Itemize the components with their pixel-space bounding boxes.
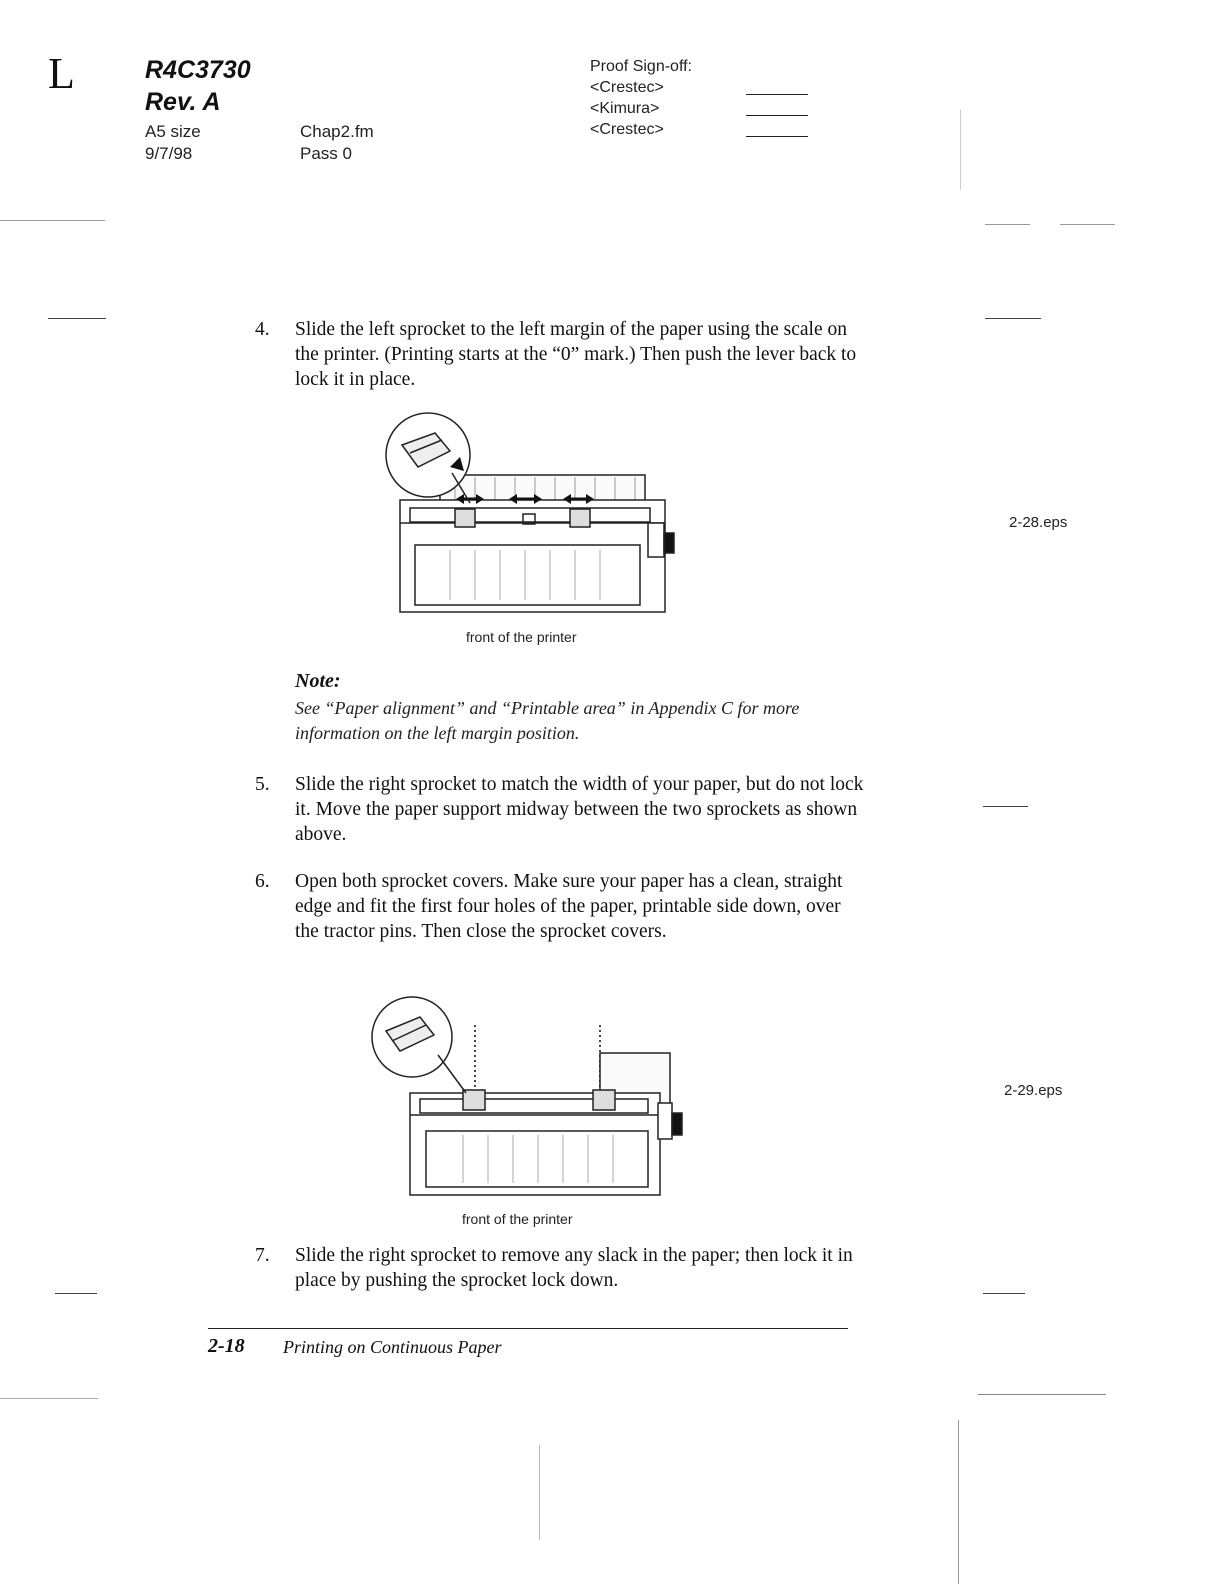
doc-code: R4C3730 [145,56,251,84]
step-number: 7. [255,1245,270,1266]
crop-mark [55,1293,97,1294]
corner-mark: L [48,49,75,98]
step-number: 6. [255,871,270,892]
note-text: See “Paper alignment” and “Printable area” in Appendix C for more information on the left margin position. [295,698,800,743]
paper-size: A5 size [145,122,201,141]
revision: Rev. A [145,88,221,116]
step-text: Slide the right sprocket to match the width of your paper, but do not lock it. Move the paper support midway between the two sprockets as shown above. [295,774,864,845]
proof-signoff [590,56,692,140]
crop-mark [539,1445,540,1540]
figure-caption: front of the printer [462,1211,573,1227]
figure-caption: front of the printer [466,629,577,645]
signature-line [746,115,808,116]
signoff-line: <Kimura> [590,100,660,117]
crop-mark [983,1293,1025,1294]
doc-date: 9/7/98 [145,144,193,163]
step-7 [255,1243,865,1293]
step-text: Open both sprocket covers. Make sure your paper has a clean, straight edge and fit the first four holes of the paper, printable side down, over the tractor pins. Then close the sprocket covers. [295,871,843,942]
step-number: 5. [255,774,270,795]
note-title: Note: [295,670,341,692]
signature-line [746,136,808,137]
chapter-title: Printing on Continuous Paper [283,1337,502,1357]
crop-mark [985,318,1041,319]
figure-file-label: 2-28.eps [1009,514,1068,531]
signoff-line: <Crestec> [590,79,664,96]
figure-file-label: 2-29.eps [1004,1082,1063,1099]
signoff-line: <Crestec> [590,121,664,138]
footer-rule [208,1328,848,1329]
crop-mark [958,1420,959,1584]
crop-mark [48,318,106,319]
file-name: Chap2.fm [300,122,374,141]
crop-mark [1060,224,1115,225]
crop-mark [985,224,1030,225]
document-id [145,56,251,120]
printer-illustration-paper-loaded [368,995,703,1205]
crop-mark [0,220,105,221]
crop-mark [983,806,1028,807]
step-text: Slide the left sprocket to the left margin of the paper using the scale on the printer. (Printing starts at the “0” mark.) Then push the lever back to lock it in place. [295,319,857,390]
crop-mark [978,1394,1106,1395]
crop-mark [0,1398,98,1399]
signature-line [746,94,808,95]
step-6 [255,869,865,944]
step-4 [255,317,865,392]
step-text: Slide the right sprocket to remove any slack in the paper; then lock it in place by pushing the sprocket lock down. [295,1245,853,1291]
step-5 [255,772,865,847]
pass-label: Pass 0 [300,144,352,163]
crop-mark [960,110,961,190]
page-number: 2-18 [208,1335,245,1357]
printer-illustration-left-sprocket [380,405,690,625]
step-number: 4. [255,319,270,340]
proof-title: Proof Sign-off: [590,58,692,75]
